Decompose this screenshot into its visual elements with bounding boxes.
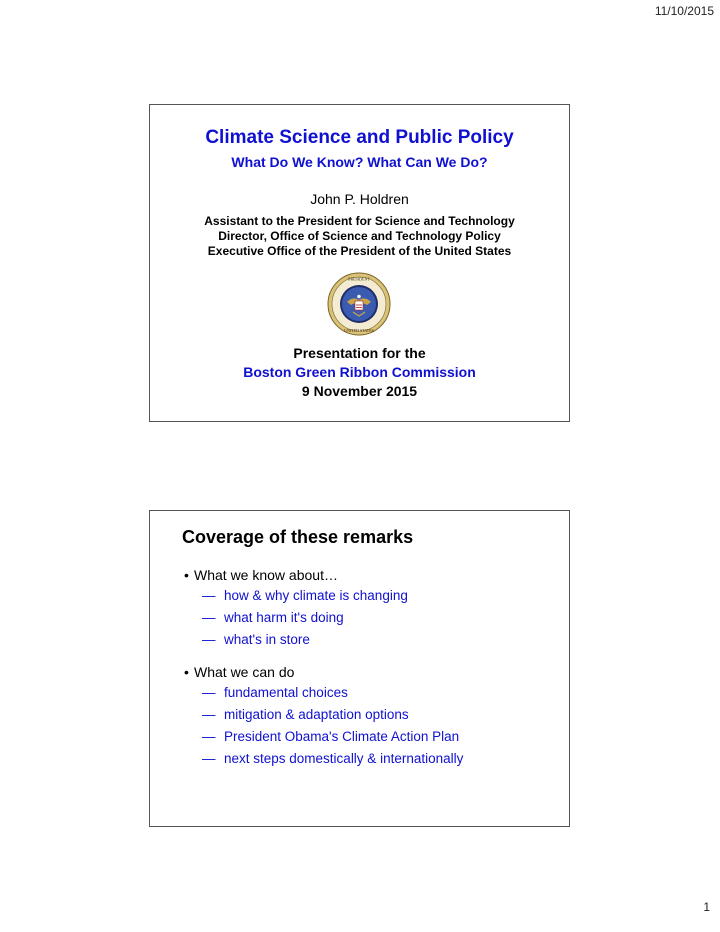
sub-item-text: how & why climate is changing: [224, 588, 408, 603]
dash-icon: —: [202, 588, 216, 603]
presenter-roles: [150, 214, 569, 259]
sub-item-text: President Obama's Climate Action Plan: [224, 729, 460, 744]
sub-item: [202, 751, 559, 766]
role-line: Assistant to the President for Science and Technology: [204, 214, 515, 228]
bullet-item: [184, 664, 559, 680]
presidential-seal-icon: [327, 272, 391, 336]
svg-text:UNITED STATES: UNITED STATES: [344, 328, 374, 333]
bullet-icon: •: [184, 567, 189, 583]
slide-title: Climate Science and Public Policy: [205, 127, 514, 148]
sub-item-text: next steps domestically & internationally: [224, 751, 464, 766]
sub-item: [202, 685, 559, 700]
dash-icon: —: [202, 707, 216, 722]
header-date: 11/10/2015: [654, 4, 714, 18]
bullet-list: [184, 567, 559, 773]
dash-icon: —: [202, 610, 216, 625]
coverage-slide: [149, 510, 570, 827]
presentation-date: 9 November 2015: [301, 383, 418, 399]
dash-icon: —: [202, 751, 216, 766]
sub-item-text: fundamental choices: [224, 685, 348, 700]
bullet-text: What we can do: [194, 664, 295, 680]
title-slide: [149, 104, 570, 422]
sub-item: [202, 610, 559, 625]
role-line: Executive Office of the President of the United States: [207, 244, 512, 258]
sub-item-text: what's in store: [224, 632, 310, 647]
page-number: 1: [703, 900, 710, 914]
bullet-item: [184, 567, 559, 583]
sub-item: [202, 707, 559, 722]
sub-item: [202, 729, 559, 744]
bullet-icon: •: [184, 664, 189, 680]
presentation-for-label: Presentation for the: [293, 345, 426, 361]
sub-item-text: mitigation & adaptation options: [224, 707, 409, 722]
dash-icon: —: [202, 729, 216, 744]
dash-icon: —: [202, 632, 216, 647]
dash-icon: —: [202, 685, 216, 700]
sub-item: [202, 588, 559, 603]
sub-item-text: what harm it's doing: [224, 610, 344, 625]
organization-name: Boston Green Ribbon Commission: [243, 364, 476, 380]
bullet-text: What we know about…: [194, 567, 338, 583]
sub-item: [202, 632, 559, 647]
svg-text:PRESIDENT: PRESIDENT: [348, 276, 370, 282]
presenter-name: John P. Holdren: [310, 191, 409, 207]
slide-subtitle: What Do We Know? What Can We Do?: [231, 154, 488, 170]
slide-title: Coverage of these remarks: [182, 527, 414, 547]
role-line: Director, Office of Science and Technology Policy: [218, 229, 501, 243]
